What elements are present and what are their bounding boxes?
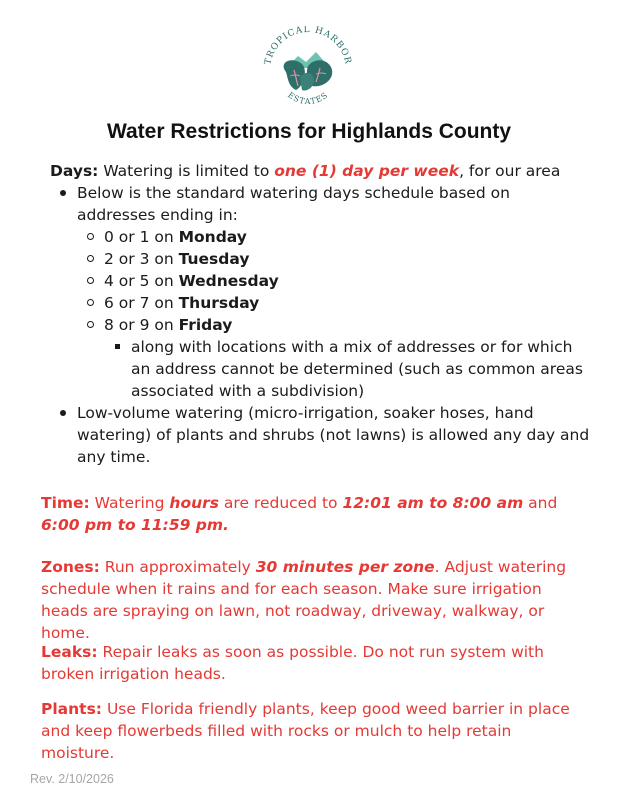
time-label: Time:: [41, 494, 90, 512]
zones-label: Zones:: [41, 558, 100, 576]
low-volume-item: Low-volume watering (micro-irrigation, soaker hoses, hand watering) of plants and shrubs (not lawns) is allowed any day and any time.: [50, 402, 590, 468]
tropical-harbor-logo: [256, 26, 360, 110]
zones-section: Zones: Run approximately 30 minutes per zone. Adjust watering schedule when it rains and for each season. Make sure irrigation heads are spraying on lawn, not roadway, driveway, walkway, or home.: [41, 558, 567, 642]
plants-section: [41, 698, 581, 764]
plants-text: Use Florida friendly plants, keep good weed barrier in place and keep flowerbeds filled with rocks or mulch to help retain moisture.: [41, 700, 570, 762]
time-section: Time: Watering hours are reduced to 12:01 am to 8:00 am and 6:00 pm to 11:59 pm.: [41, 494, 558, 534]
schedule-item-friday: 8 or 9 on Friday along with locations with a mix of addresses or for which an address cannot be determined (such as common areas associated with a subdivision): [77, 314, 590, 402]
days-text-post: , for our area: [459, 162, 561, 180]
logo-text-bottom: ESTATES: [286, 90, 330, 107]
time-hours: hours: [169, 494, 219, 512]
svg-text:TROPICAL HARBOR: [263, 26, 352, 66]
leaf-logo-icon: [256, 26, 360, 110]
days-bullet-list: [50, 182, 590, 468]
schedule-intro: Below is the standard watering days schedule based on addresses ending in:: [77, 184, 510, 224]
days-text-pre: Watering is limited to: [98, 162, 275, 180]
zones-highlight: 30 minutes per zone: [255, 558, 435, 576]
time-range-morning: 12:01 am to 8:00 am: [342, 494, 524, 512]
schedule-item-wednesday: 4 or 5 on Wednesday: [77, 270, 590, 292]
time-range-evening: 6:00 pm to 11:59 pm.: [41, 516, 229, 534]
schedule-item-monday: 0 or 1 on Monday: [77, 226, 590, 248]
friday-note: along with locations with a mix of addresses or for which an address cannot be determined (such as common areas associated with a subdivision): [104, 336, 590, 402]
days-highlight: one (1) day per week: [274, 162, 460, 180]
plants-label: Plants:: [41, 700, 103, 718]
list-item: [50, 182, 590, 402]
schedule-item-tuesday: 2 or 3 on Tuesday: [77, 248, 590, 270]
page-title: Water Restrictions for Highlands County: [106, 120, 512, 143]
friday-sublist: [104, 336, 590, 402]
leaks-section: [41, 641, 581, 685]
svg-text:ESTATES: [286, 90, 330, 106]
schedule-item-thursday: 6 or 7 on Thursday: [77, 292, 590, 314]
leaks-text: Repair leaks as soon as possible. Do not run system with broken irrigation heads.: [41, 643, 544, 683]
days-label: Days:: [50, 162, 99, 180]
leaks-label: Leaks:: [41, 643, 98, 661]
schedule-list: [77, 226, 590, 402]
revision-date: Rev. 2/10/2026: [30, 772, 114, 786]
days-intro: [50, 160, 590, 182]
logo-text-top: TROPICAL HARBOR: [263, 26, 353, 66]
days-section: [50, 160, 590, 468]
